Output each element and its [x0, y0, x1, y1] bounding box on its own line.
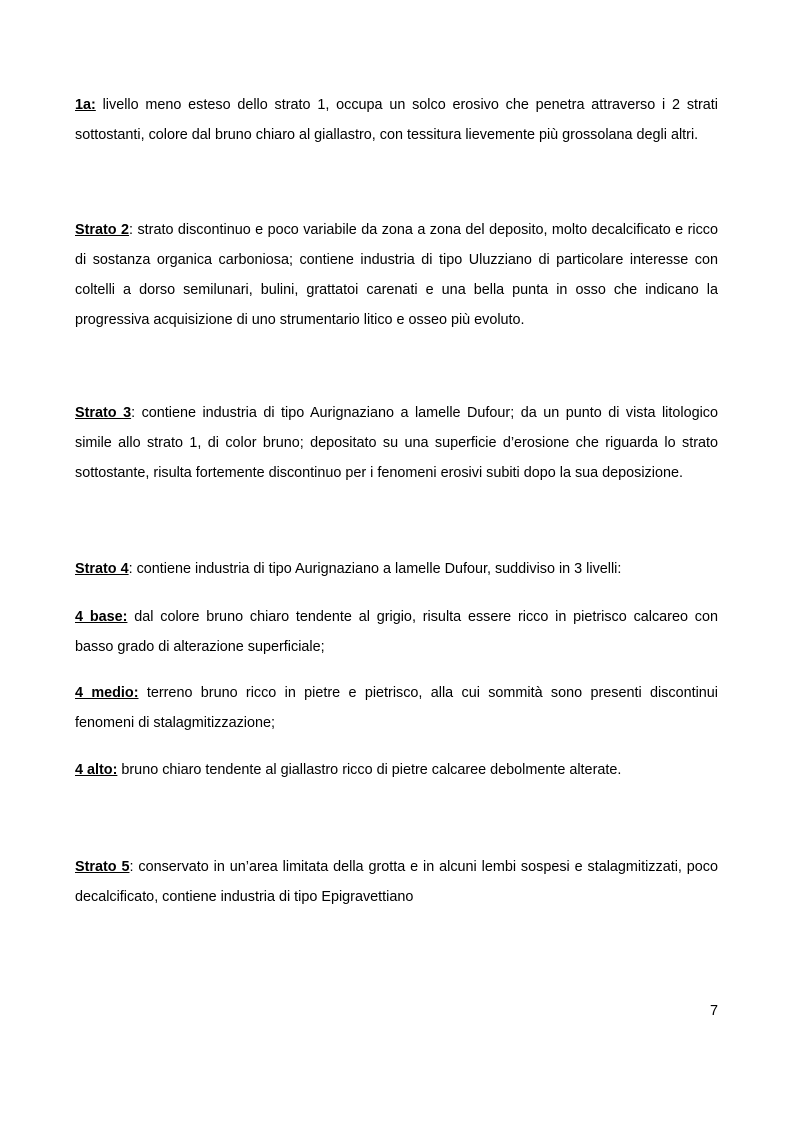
paragraph-term: Strato 2 — [75, 222, 130, 238]
paragraph-term: Strato 3 — [75, 405, 132, 421]
paragraph-term: Strato 5 — [75, 859, 130, 875]
paragraph-4-alto — [75, 755, 718, 785]
paragraph-text: : strato discontinuo e poco variabile da zona a zona del deposito, molto decalcificato e ricco di sostanza organica carboniosa; contiene industria di tipo Uluzziano di particolare interesse con coltelli a dorso semilunari, bulini, grattatoi carenati e una bella punta in osso che indicano la progressiva acquisizione di uno strumentario litico e osseo più evoluto. — [75, 222, 718, 328]
paragraph-1a — [75, 90, 718, 150]
page-number: 7 — [709, 1003, 718, 1019]
paragraph-term: 4 medio: — [75, 685, 139, 701]
paragraph-term: 1a: — [75, 97, 96, 113]
paragraph-strato-5 — [75, 852, 718, 912]
paragraph-term: 4 base: — [75, 609, 128, 625]
paragraph-text: : contiene industria di tipo Aurignaziano a lamelle Dufour, suddiviso in 3 livelli: — [128, 561, 622, 577]
paragraph-term: 4 alto: — [75, 762, 118, 778]
paragraph-4-medio — [75, 678, 718, 738]
paragraph-text: dal colore bruno chiaro tendente al grigio, risulta essere ricco in pietrisco calcareo con basso grado di alterazione superficiale; — [75, 609, 718, 655]
paragraph-text: : contiene industria di tipo Aurignaziano a lamelle Dufour; da un punto di vista litologico simile allo strato 1, di color bruno; depositato su una superficie d’erosione che riguarda lo strato sottostante, risulta fortemente discontinuo per i fenomeni erosivi subiti dopo la sua deposizione. — [75, 405, 718, 481]
paragraph-text: bruno chiaro tendente al giallastro ricco di pietre calcaree debolmente alterate. — [117, 762, 622, 778]
paragraph-text: livello meno esteso dello strato 1, occupa un solco erosivo che penetra attraverso i 2 strati sottostanti, colore dal bruno chiaro al giallastro, con tessitura lievemente più grossolana degli altri. — [75, 97, 718, 143]
paragraph-strato-2 — [75, 215, 718, 335]
paragraph-text: : conservato in un’area limitata della grotta e in alcuni lembi sospesi e stalagmitizzati, poco decalcificato, contiene industria di tipo Epigravettiano — [75, 859, 718, 905]
paragraph-strato-4 — [75, 554, 718, 584]
paragraph-text: terreno bruno ricco in pietre e pietrisco, alla cui sommità sono presenti discontinui fenomeni di stalagmitizzazione; — [75, 685, 718, 731]
paragraph-term: Strato 4 — [75, 561, 129, 577]
paragraph-4-base — [75, 602, 718, 662]
paragraph-strato-3 — [75, 398, 718, 488]
